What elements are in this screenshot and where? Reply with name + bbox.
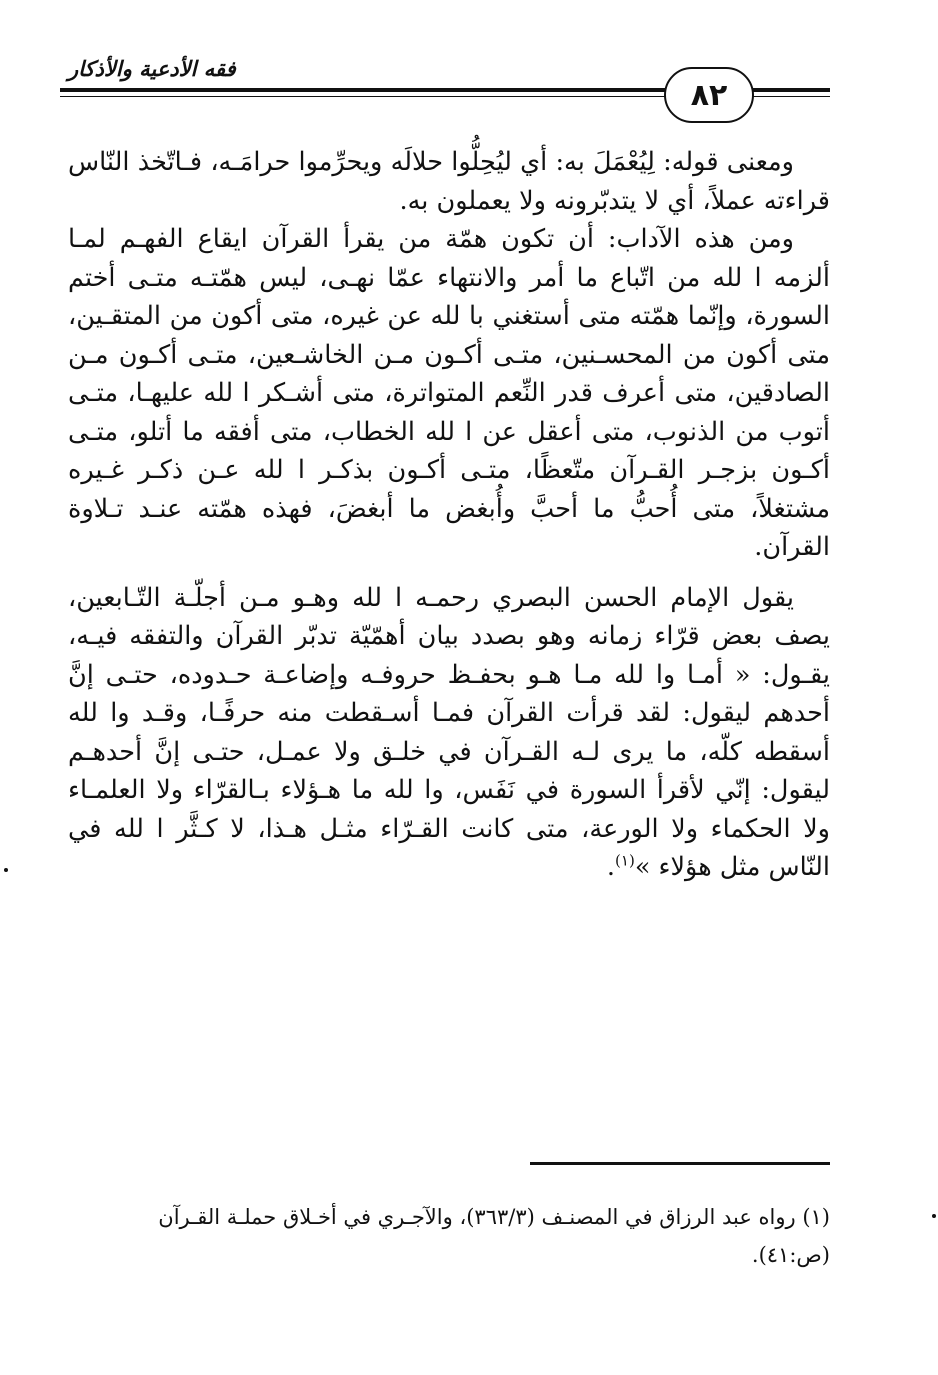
- footnote-line-2: (ص:٤١).: [751, 1243, 830, 1267]
- footnote-separator: [530, 1162, 830, 1165]
- page-number: ٨٢: [690, 77, 728, 113]
- margin-dot: [932, 1214, 936, 1218]
- paragraph-3-end: .: [606, 852, 616, 882]
- page-number-badge: [664, 67, 754, 123]
- header-rule-thin-right: [750, 96, 830, 97]
- paragraph-2: ومن هذه الآداب: أن تكون همّة من يقرأ القرآن ايقاع الفهـم لمـا ألزمه ا لله من اتّباع ما أمر والانتهاء عمّا نهـى، ليس همّتـه متـى أختم السورة، وإنّما همّته متى أستغني با لله عن غيره، متى أكون من المتقـين، متى أكون من المحسـنين، متـى أكـون مـن الخاشـعين، متـى أكـون مـن الصادقين، متى أعرف قدر النِّعم المتواترة، متى أشـكر ا لله عليهـا، متـى أتوب من الذنوب، متى أعقل عن ا لله الخطاب، متى أفقه ما أتلو، متـى أكـون بزجـر القـرآن متّعظًا، متـى أكـون بذكـر ا لله عـن ذكـر غـيره مشتغلاً، متى أُحبُّ ما أحبَّ وأُبغض ما أبغضَ، فهذه همّته عنـد تـلاوة القرآن.: [68, 224, 830, 562]
- footnote-reference: (١): [615, 851, 635, 870]
- footnote: [68, 1198, 830, 1274]
- running-head-title: فقه الأدعية والأذكار: [68, 57, 236, 81]
- header-rule-thin-left: [60, 96, 668, 97]
- paragraph-3-text: يقول الإمام الحسن البصري رحمـه ا لله وهـو مـن أجلّـة التّـابعين، يصف بعض قرّاء زمانه وهو بصدد بيان أهمّيّة تدبّر القرآن والتفقه فيـه، يقـول: « أمـا وا لله مـا هـو بحفـظ حروفـه وإضاعـة حـدوده، حتـى إنَّ أحدهم ليقول: لقد قرأت القرآن فمـا أسـقطت منه حرفًـا، وقـد وا لله أسقطه كلّه، ما يرى لـه القـرآن في خلـق ولا عمـل، حتـى إنَّ أحدهـم ليقول: إنّي لأقرأ السورة في نَفَس، وا لله ما هـؤلاء بـالقرّاء ولا العلمـاء ولا الحكماء ولا الورعة، متى كانت القـرّاء مثـل هـذا، لا كـثَّر ا لله في النّاس مثل هؤلاء »: [68, 582, 830, 882]
- header-rule-thick-right: [750, 88, 830, 92]
- footnote-line-1: (١) رواه عبد الرزاق في المصنـف (٣٦٣/٣)، والآجـري في أخـلاق حملـة القـرآن: [158, 1205, 830, 1229]
- paragraph-1: ومعنى قوله: لِيُعْمَلَ به: أي ليُحِلُّوا حلالَه ويحرِّموا حرامَـه، فـاتّخذ النّاس قراءته عملاً، أي لا يتدبّرونه ولا يعملون به.: [68, 147, 830, 216]
- paragraph-3: [68, 579, 830, 887]
- margin-dot: [4, 868, 8, 872]
- page-header: [60, 55, 830, 145]
- header-rule-thick-left: [60, 88, 668, 92]
- main-text: [68, 143, 830, 887]
